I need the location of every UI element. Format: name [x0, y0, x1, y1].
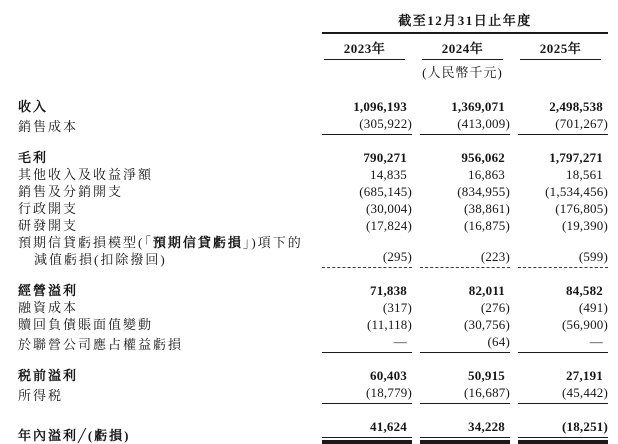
year-column-2023 — [322, 41, 412, 60]
row-label: 贖回負債賬面值變動 — [18, 317, 154, 332]
value: 14,835 — [370, 167, 407, 182]
value: (11,118) — [366, 317, 412, 332]
row-profit-for-year — [18, 418, 608, 444]
value-cell-2024 — [420, 418, 510, 444]
spacer — [18, 135, 608, 149]
value-cell-2024 — [420, 217, 510, 234]
value: 18,561 — [566, 167, 603, 182]
value-cell-2023 — [322, 183, 412, 200]
value-cell-2025 — [518, 333, 608, 353]
table-header-unit — [18, 64, 608, 81]
value-cell-2025 — [518, 98, 608, 115]
value-cell-2023 — [322, 166, 412, 183]
spacer — [18, 353, 608, 367]
row-redemption-liabilities — [18, 316, 608, 333]
value: (16,875) — [463, 218, 510, 233]
row-other-income — [18, 166, 608, 183]
value-cell-2023 — [322, 248, 412, 268]
value: 27,191 — [566, 368, 603, 383]
value-cell-2024 — [420, 115, 510, 135]
value: (1,534,456) — [545, 184, 608, 199]
value: 16,863 — [468, 167, 505, 182]
value-cell-2023 — [322, 217, 412, 234]
year-label: 2025年 — [520, 41, 601, 60]
value: 1,096,193 — [353, 99, 407, 114]
value-cell-2024 — [420, 200, 510, 217]
value-cell-2025 — [518, 367, 608, 384]
value-cell-2023 — [322, 115, 412, 135]
unit-cell — [420, 64, 510, 81]
row-label: 收入 — [18, 99, 49, 114]
value: (491) — [578, 300, 608, 315]
value: (599) — [578, 249, 608, 264]
value-cell-2023 — [322, 149, 412, 166]
value: (18,251) — [518, 418, 608, 438]
value-cell-2024 — [420, 166, 510, 183]
row-label — [18, 234, 314, 268]
label-line-1: 預期信貸虧損模型(「預期信貸虧損」)項下的 — [18, 235, 303, 250]
value: 1,369,071 — [451, 99, 505, 114]
value-cell-2024 — [420, 248, 510, 268]
value-cell-2023 — [322, 367, 412, 384]
year-column-2024 — [420, 41, 510, 60]
spacer — [18, 268, 608, 282]
row-label: 其他收入及收益淨額 — [18, 167, 154, 182]
value-cell-2025 — [518, 282, 608, 299]
table-header-years — [18, 41, 608, 60]
value: — — [589, 334, 603, 349]
value-cell-2025 — [518, 149, 608, 166]
value: (18,779) — [365, 385, 412, 400]
value: (30,004) — [365, 201, 412, 216]
value-cell-2025 — [518, 418, 608, 444]
year-column-2025 — [518, 41, 608, 60]
row-label: 銷售成本 — [18, 119, 79, 134]
value-cell-2024 — [420, 384, 510, 404]
row-label: 年內溢利╱(虧損) — [18, 427, 131, 443]
year-label: 2023年 — [324, 41, 405, 60]
value-cell-2023 — [322, 418, 412, 444]
spacer — [18, 81, 608, 98]
value: (413,009) — [457, 116, 510, 131]
value-cell-2024 — [420, 333, 510, 353]
value-cell-2024 — [420, 299, 510, 316]
row-label: 經營溢利 — [18, 283, 79, 298]
value: — — [393, 334, 407, 349]
row-associate-loss — [18, 333, 608, 353]
value-cell-2023 — [322, 282, 412, 299]
row-label: 毛利 — [18, 150, 49, 165]
value: (19,390) — [561, 218, 608, 233]
row-label: 融資成本 — [18, 300, 79, 315]
value-cell-2024 — [420, 149, 510, 166]
value: (176,805) — [555, 201, 608, 216]
value: (38,861) — [463, 201, 510, 216]
value: (64) — [487, 334, 510, 349]
value: 60,403 — [370, 368, 407, 383]
value-cell-2023 — [322, 384, 412, 404]
value-cell-2025 — [518, 115, 608, 135]
value: (223) — [480, 249, 510, 264]
row-operating-profit — [18, 282, 608, 299]
label-line-2: 減值虧損(扣除撥回) — [34, 252, 167, 267]
value: (45,442) — [561, 385, 608, 400]
row-selling-expenses — [18, 183, 608, 200]
row-admin-expenses — [18, 200, 608, 217]
value: 956,062 — [461, 150, 505, 165]
value: (30,756) — [463, 317, 510, 332]
period-header: 截至12月31日止年度 — [322, 13, 608, 34]
unit-spacer — [322, 64, 412, 81]
row-income-tax — [18, 384, 608, 404]
row-label: 行政開支 — [18, 201, 79, 216]
row-profit-before-tax — [18, 367, 608, 384]
value-cell-2025 — [518, 183, 608, 200]
value: 34,228 — [420, 418, 510, 438]
value: (56,900) — [561, 317, 608, 332]
row-label: 研發開支 — [18, 218, 79, 233]
table-header-period — [18, 13, 608, 34]
row-label: 税前溢利 — [18, 368, 79, 383]
value: (305,922) — [359, 116, 412, 131]
value: (16,687) — [463, 385, 510, 400]
value-cell-2025 — [518, 316, 608, 333]
value: (317) — [382, 300, 412, 315]
row-rd-expenses — [18, 217, 608, 234]
unit-note: (人民幣千元) — [422, 65, 503, 80]
unit-spacer — [518, 64, 608, 81]
value: 790,271 — [363, 150, 407, 165]
row-label: 於聯營公司應占權益虧損 — [18, 337, 184, 352]
value-cell-2024 — [420, 316, 510, 333]
row-ecl-impairment — [18, 234, 608, 268]
value: 41,624 — [322, 418, 412, 438]
value-cell-2023 — [322, 299, 412, 316]
value-cell-2023 — [322, 316, 412, 333]
value-cell-2025 — [518, 248, 608, 268]
value-cell-2025 — [518, 166, 608, 183]
value-cell-2025 — [518, 299, 608, 316]
value-cell-2025 — [518, 384, 608, 404]
spacer — [18, 404, 608, 418]
value: 82,011 — [468, 283, 505, 298]
value-cell-2023 — [322, 98, 412, 115]
value: 1,797,271 — [549, 150, 603, 165]
value: 84,582 — [566, 283, 603, 298]
value-cell-2024 — [420, 367, 510, 384]
year-label: 2024年 — [422, 41, 503, 60]
value: (685,145) — [359, 184, 412, 199]
value: (834,955) — [457, 184, 510, 199]
value: 2,498,538 — [549, 99, 603, 114]
row-revenue — [18, 98, 608, 115]
row-label: 所得税 — [18, 388, 64, 403]
value: 50,915 — [468, 368, 505, 383]
value: (701,267) — [555, 116, 608, 131]
row-finance-costs — [18, 299, 608, 316]
value-cell-2024 — [420, 98, 510, 115]
value: (295) — [382, 249, 412, 264]
value-cell-2024 — [420, 282, 510, 299]
value-cell-2025 — [518, 217, 608, 234]
row-label: 銷售及分銷開支 — [18, 184, 124, 199]
value: 71,838 — [370, 283, 407, 298]
value-cell-2025 — [518, 200, 608, 217]
value-cell-2023 — [322, 333, 412, 353]
value-cell-2023 — [322, 200, 412, 217]
value-cell-2024 — [420, 183, 510, 200]
row-cost-of-sales — [18, 115, 608, 135]
value: (17,824) — [365, 218, 412, 233]
row-gross-profit — [18, 149, 608, 166]
value: (276) — [480, 300, 510, 315]
